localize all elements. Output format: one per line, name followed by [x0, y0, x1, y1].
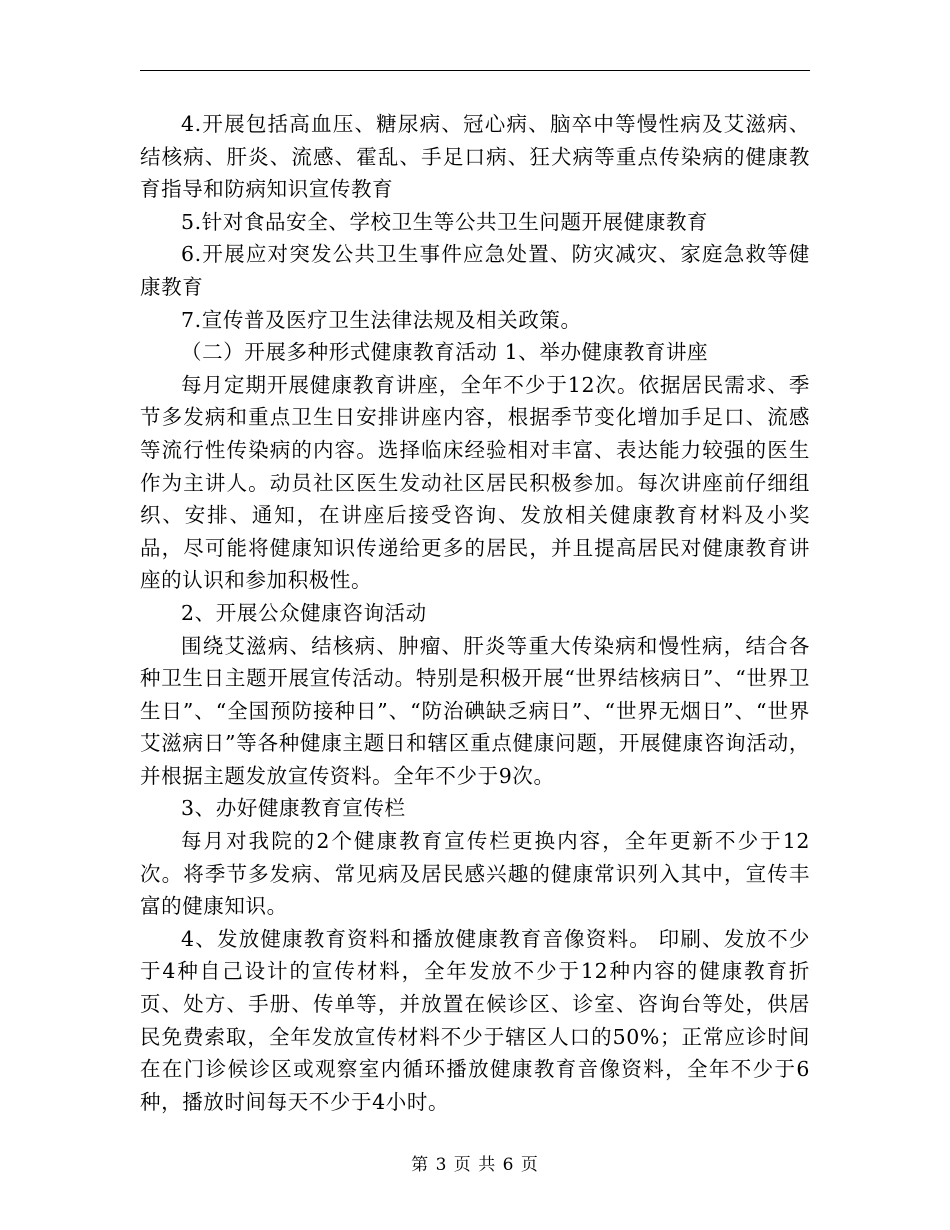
subsection-heading: 3、办好健康教育宣传栏 — [181, 796, 406, 821]
paragraph: 5.针对食品安全、学校卫生等公共卫生问题开展健康教育 — [181, 209, 709, 234]
paragraph: 每月定期开展健康教育讲座，全年不少于12次。依据居民需求、季节多发病和重点卫生日安排讲座内容，根据季节变化增加手足口、流感等流行性传染病的内容。选择临床经验相对丰富、表达能力较强的医生作为主讲人。动员社区医生发动社区居民积极参加。每次讲座前仔细组织、安排、通知，在讲座后接受咨询、发放相关健康教育材料及小奖品，尽可能将健康知识传递给更多的居民，并且提高居民对健康教育讲座的认识和参加积极性。 — [140, 372, 810, 593]
paragraph: 4.开展包括高血压、糖尿病、冠心病、脑卒中等慢性病及艾滋病、结核病、肝炎、流感、霍乱、手足口病、狂犬病等重点传染病的健康教育指导和防病知识宣传教育 — [140, 112, 810, 202]
section-heading: （二）开展多种形式健康教育活动 1、举办健康教育讲座 — [181, 340, 709, 365]
paragraph: 每月对我院的2个健康教育宣传栏更换内容，全年更新不少于12次。将季节多发病、常见病及居民感兴趣的健康常识列入其中，宣传丰富的健康知识。 — [140, 829, 810, 919]
paragraph: 6.开展应对突发公共卫生事件应急处置、防灾减灾、家庭急救等健康教育 — [140, 242, 810, 299]
paragraph: 围绕艾滋病、结核病、肿瘤、肝炎等重大传染病和慢性病，结合各种卫生日主题开展宣传活动。特别是积极开展“世界结核病日”、“世界卫生日”、“全国预防接种日”、“防治碘缺乏病日”、“世界无烟日”、“世界艾滋病日”等各种健康主题日和辖区重点健康问题，开展健康咨询活动，并根据主题发放宣传资料。全年不少于9次。 — [140, 633, 810, 788]
subsection-heading: 2、开展公众健康咨询活动 — [181, 600, 427, 625]
document-body — [140, 108, 810, 1118]
paragraph: 4、发放健康教育资料和播放健康教育音像资料。 印刷、发放不少于4种自己设计的宣传材料，全年发放不少于12种内容的健康教育折页、处方、手册、传单等，并放置在候诊区、诊室、咨询台等处，供居民免费索取，全年发放宣传材料不少于辖区人口的50%；正常应诊时间在在门诊候诊区或观察室内循环播放健康教育音像资料，全年不少于6种，播放时间每天不少于4小时。 — [140, 926, 810, 1114]
page-number: 第 3 页 共 6 页 — [411, 1155, 539, 1175]
header-rule — [140, 70, 810, 71]
paragraph: 7.宣传普及医疗卫生法律法规及相关政策。 — [181, 307, 582, 332]
